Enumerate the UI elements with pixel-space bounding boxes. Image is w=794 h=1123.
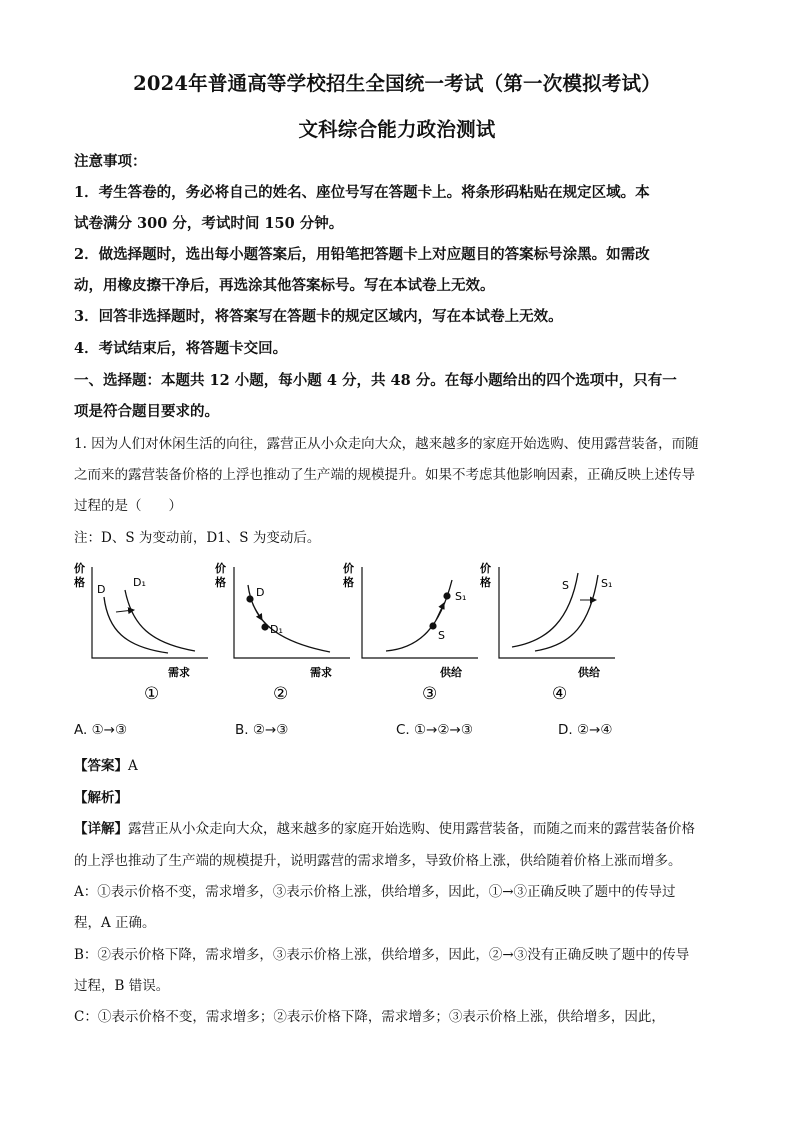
exam-subtitle: 文科综合能力政治测试 [298, 118, 496, 141]
fig2-number: ② [273, 684, 289, 704]
analysis-line-4: 程，A 正确。 [74, 915, 156, 931]
figure-4 [480, 561, 615, 704]
option-c: C. ①→②→③ [396, 722, 473, 738]
figure-1 [74, 561, 208, 704]
analysis-text-1: 露营正从小众走向大众，越来越多的家庭开始选购、使用露营装备，而随之而来的露营装备价格 [128, 821, 695, 837]
fig3-label-s: S [438, 629, 445, 642]
fig1-label-d: D [97, 583, 106, 596]
fig1-ylabel-2: 格 [74, 576, 85, 589]
analysis-line-1 [74, 817, 695, 837]
notes-heading: 注意事项： [74, 153, 147, 170]
fig1-number: ① [144, 684, 160, 704]
fig2-label-d: D [256, 586, 265, 599]
answer-line [74, 754, 138, 774]
fig2-label-d1: D₁ [270, 623, 283, 636]
fig2-ylabel-1: 价 [215, 562, 226, 575]
note-line-4: 动，用橡皮擦干净后，再选涂其他答案标号。写在本试卷上无效。 [74, 277, 495, 294]
fig3-move-arrow [436, 603, 444, 620]
note-line-5: 3．回答非选择题时，将答案写在答题卡的规定区域内，写在本试卷上无效。 [74, 308, 563, 325]
note-line-2: 试卷满分 300 分，考试时间 150 分钟。 [74, 215, 344, 232]
fig3-number: ③ [422, 684, 438, 704]
fig4-label-s1: S₁ [601, 577, 613, 590]
analysis-tag: 【解析】 [74, 790, 128, 806]
fig1-axes [92, 567, 208, 658]
note-line-1: 1．考生答卷的，务必将自己的姓名、座位号写在答题卡上。将条形码粘贴在规定区域。本 [74, 184, 650, 201]
analysis-line-6: 过程，B 错误。 [74, 978, 170, 994]
fig1-curve-d1 [125, 590, 195, 651]
fig2-xlabel: 需求 [310, 666, 332, 679]
option-a: A. ①→③ [74, 722, 128, 738]
figure-3 [343, 561, 478, 704]
analysis-line-5: B：②表示价格下降，需求增多，③表示价格上涨，供给增多，因此，②→③没有正确反映了题中的传导 [74, 947, 690, 963]
fig1-label-d1: D₁ [133, 576, 146, 589]
analysis-line-7: C：①表示价格不变，需求增多；②表示价格下降，需求增多；③表示价格上涨，供给增多，因此， [74, 1009, 665, 1025]
figure-strip [0, 555, 794, 715]
fig1-ylabel-1: 价 [74, 562, 85, 575]
fig2-ylabel-2: 格 [215, 576, 226, 589]
fig2-point-d1 [261, 623, 268, 630]
answer-tag: 【答案】 [74, 758, 128, 774]
question-note: 注：D、S 为变动前，D1、S 为变动后。 [74, 530, 321, 546]
figure-2 [215, 561, 350, 704]
fig4-ylabel-1: 价 [480, 562, 491, 575]
fig1-xlabel: 需求 [168, 666, 190, 679]
question-line-3: 过程的是（ ） [74, 498, 182, 514]
section-line-2: 项是符合题目要求的。 [74, 403, 219, 420]
note-line-3: 2．做选择题时，选出每小题答案后，用铅笔把答题卡上对应题目的答案标号涂黑。如需改 [74, 246, 650, 263]
fig4-number: ④ [552, 684, 568, 704]
fig3-point-s1 [443, 592, 450, 599]
fig3-axes [362, 567, 478, 658]
fig3-ylabel-1: 价 [343, 562, 354, 575]
note-line-6: 4．考试结束后，将答题卡交回。 [74, 340, 288, 357]
fig2-axes [234, 567, 350, 658]
figures-svg [0, 555, 794, 715]
fig4-xlabel: 供给 [578, 666, 600, 679]
option-d: D. ②→④ [558, 722, 613, 738]
exam-title: 2024年普通高等学校招生全国统一考试（第一次模拟考试） [133, 72, 661, 95]
fig3-point-s [429, 622, 436, 629]
analysis-line-2: 的上浮也推动了生产端的规模提升，说明露营的需求增多，导致价格上涨，供给随着价格上涨而增多。 [74, 853, 682, 869]
fig2-point-d [246, 595, 253, 602]
detail-tag: 【详解】 [74, 821, 128, 837]
question-line-2: 之而来的露营装备价格的上浮也推动了生产端的规模提升。如果不考虑其他影响因素，正确反映上述传导 [74, 467, 695, 483]
fig3-xlabel: 供给 [440, 666, 462, 679]
fig2-move-arrow [253, 605, 262, 620]
section-line-1: 一、选择题：本题共 12 小题，每小题 4 分，共 48 分。在每小题给出的四个选项中，只有一 [74, 372, 677, 389]
fig3-ylabel-2: 格 [343, 576, 354, 589]
fig1-curve-d [104, 597, 168, 653]
option-b: B. ②→③ [235, 722, 289, 738]
fig4-ylabel-2: 格 [480, 576, 491, 589]
analysis-line-3: A：①表示价格不变，需求增多，③表示价格上涨，供给增多，因此，①→③正确反映了题中的传导过 [74, 884, 676, 900]
fig4-label-s: S [562, 579, 569, 592]
question-line-1: 1. 因为人们对休闲生活的向往，露营正从小众走向大众，越来越多的家庭开始选购、使用露营装备，而随 [74, 436, 699, 452]
fig3-label-s1: S₁ [455, 590, 467, 603]
answer-value: A [128, 758, 138, 774]
